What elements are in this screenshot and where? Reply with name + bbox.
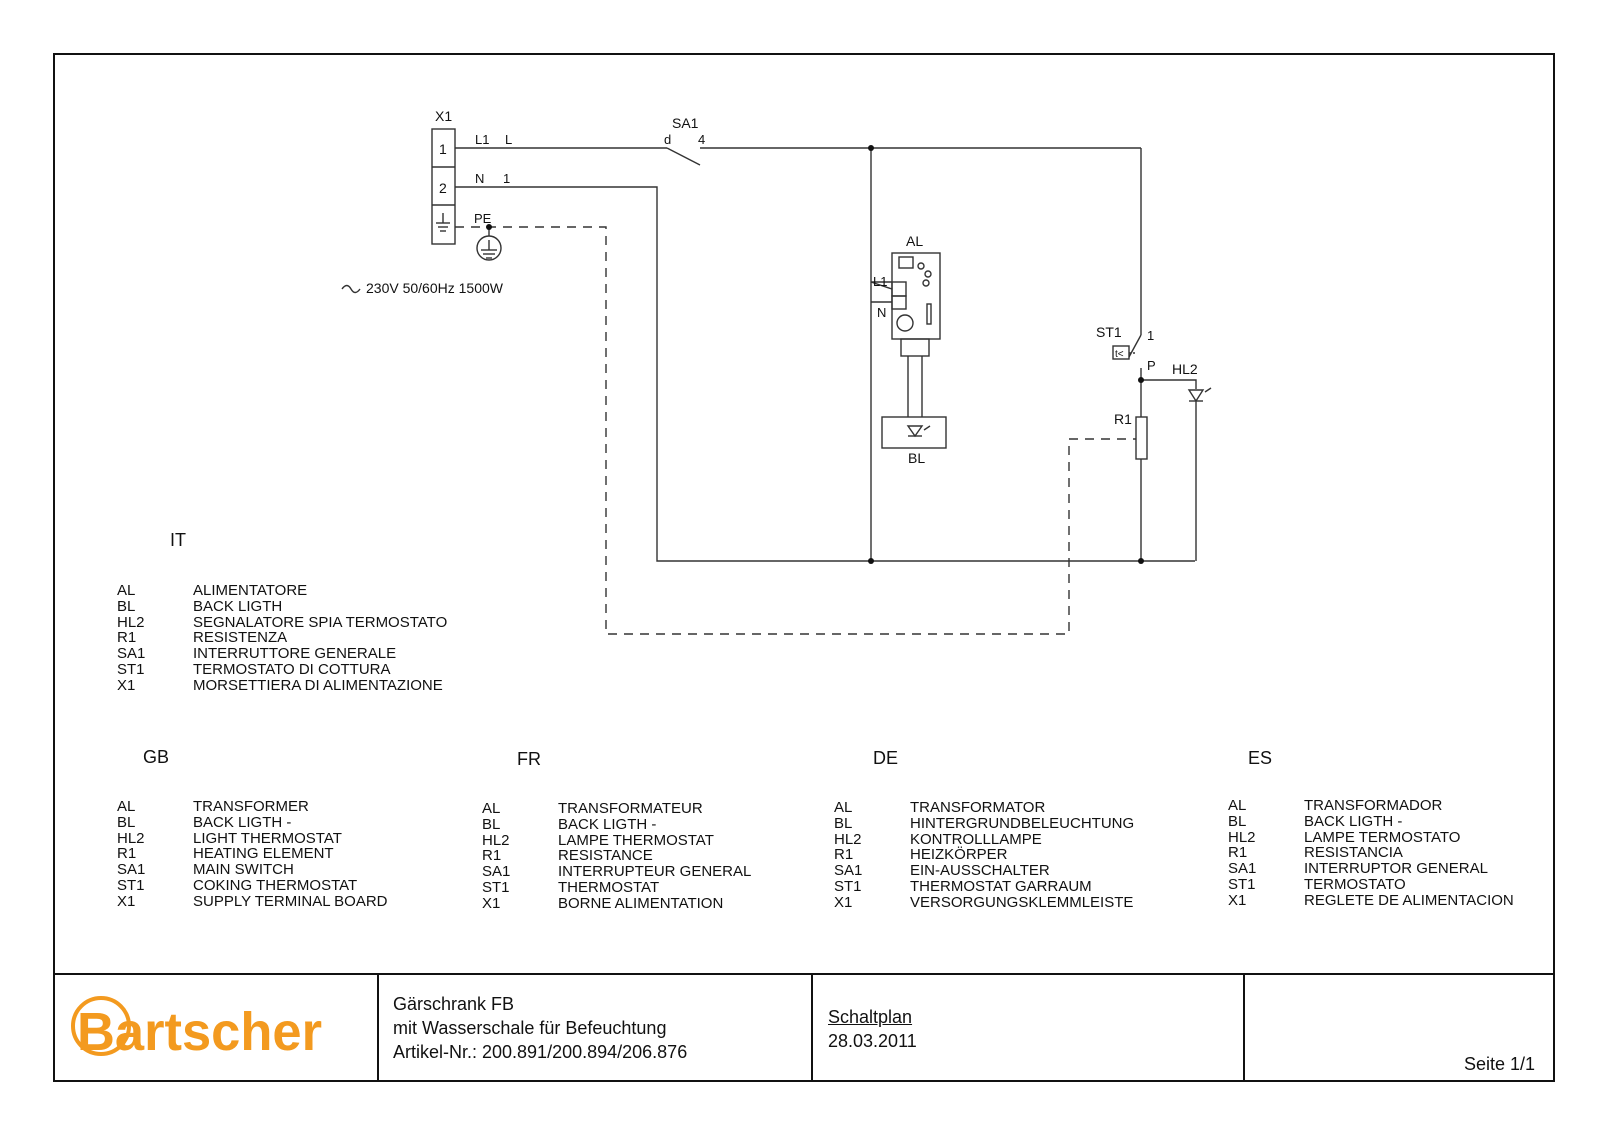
product-subtitle: mit Wasserschale für Befeuchtung [393,1018,667,1038]
switch-sa1-contact [667,148,700,165]
legend-row [1228,845,1514,861]
legend-desc: BACK LIGTH - [193,813,292,831]
legend-desc: TRANSFORMADOR [1304,797,1443,814]
legend-code: X1 [117,676,136,694]
legend-code: AL [117,582,136,599]
legend-row [482,896,751,912]
legend-row [117,678,447,694]
product-description [393,992,687,1064]
backlight-bl [882,417,946,448]
article-number: Artikel-Nr.: 200.891/200.894/206.876 [393,1042,688,1062]
wire-n-label: N [475,171,485,186]
junctions [486,145,1144,564]
legend-code: HL2 [117,613,145,631]
legend-de-heading: DE [873,748,899,768]
legend-row [117,662,447,678]
bl-label: BL [908,450,926,466]
legend-code: HL2 [482,831,510,849]
legend-code: X1 [117,892,136,910]
legend-code: SA1 [1228,860,1257,878]
svg-text:Bartscher: Bartscher [77,1002,322,1062]
circuit [342,129,1211,634]
legend-desc: MAIN SWITCH [193,861,294,879]
legend-desc: INTERRUTTORE GENERALE [193,645,397,663]
wire-one-label: 1 [503,171,511,186]
legend-desc: INTERRUPTEUR GENERAL [558,863,752,881]
legend-code: R1 [834,846,854,864]
supply-rating: 230V 50/60Hz 1500W [366,280,503,296]
st1-contact-1: 1 [1147,328,1155,343]
legend-row [117,815,388,831]
legend-row [117,615,447,631]
legend-code: SA1 [834,862,863,880]
legend-code: SA1 [117,645,146,663]
thermostat-st1-contact [1129,335,1141,357]
legend-row [1228,814,1514,830]
wire-pe [455,227,1140,634]
legend-code: AL [482,800,501,817]
terminal-1-label: 1 [439,141,447,157]
legend-code: X1 [1228,891,1247,909]
legend-es [1228,798,1514,909]
legend-desc: BACK LIGTH - [558,815,657,833]
legend-row [482,864,751,880]
legend-code: R1 [482,847,502,865]
resistor-r1 [1136,417,1147,459]
legend-desc: KONTROLLLAMPE [910,830,1042,848]
legend-code: X1 [834,893,853,911]
legend-desc: TERMOSTATO DI COTTURA [193,660,391,678]
legend-row [117,646,447,662]
r1-label: R1 [1114,411,1132,427]
legend-desc: RESISTENZA [193,629,288,647]
legend-desc: TRANSFORMATOR [910,799,1046,816]
legend-row [482,833,751,849]
legend-desc: SEGNALATORE SPIA TERMOSTATO [193,613,448,631]
sa1-contact-d: d [664,132,672,147]
legend-code: HL2 [834,830,862,848]
legend-row [1228,798,1514,814]
legend-code: R1 [117,629,137,647]
x1-label: X1 [435,108,453,124]
legend-desc: ALIMENTATORE [193,582,308,599]
legend-desc: MORSETTIERA DI ALIMENTAZIONE [193,676,443,694]
st1-contact-p: P [1147,358,1156,373]
legend-code: ST1 [117,876,145,894]
document-date: 28.03.2011 [828,1031,917,1051]
sa1-contact-4: 4 [698,132,706,147]
legend-row [834,800,1134,816]
legend-row [1228,877,1514,893]
legend-code: ST1 [834,877,862,895]
pe-label: PE [474,211,492,226]
legend-row [117,878,388,894]
legend-code: X1 [482,894,501,912]
legend-desc: EIN-AUSSCHALTER [910,862,1050,880]
wire-n [455,187,1195,561]
al-label: AL [906,233,924,249]
legend-code: BL [834,814,853,832]
sheet-frame [54,54,1554,1081]
legend-row [1228,893,1514,909]
legend-it-heading: IT [170,530,186,550]
legend-desc: BACK LIGTH - [1304,812,1403,830]
legend-row [117,831,388,847]
st1-label: ST1 [1096,324,1122,340]
legend-desc: LIGHT THERMOSTAT [193,829,342,847]
legend-desc: HEATING ELEMENT [193,845,334,863]
lamp-hl2 [1189,390,1203,401]
legend-row [117,846,388,862]
legend-code: ST1 [1228,875,1256,893]
legend-code: AL [834,799,853,816]
legend-row [834,879,1134,895]
legend-fr-heading: FR [517,749,541,769]
legend-row [1228,830,1514,846]
legend-row [482,848,751,864]
legend-row [482,880,751,896]
legend-code: R1 [117,845,137,863]
legend-row [482,817,751,833]
legend-desc: TERMOSTATO [1304,875,1406,893]
legend-desc: RESISTANCE [558,847,653,865]
legend-code: BL [117,813,136,831]
legend-desc: SUPPLY TERMINAL BOARD [193,892,388,910]
legend-desc: HINTERGRUNDBELEUCHTUNG [910,814,1135,832]
legend-code: SA1 [482,863,511,881]
legend-desc: INTERRUPTOR GENERAL [1304,860,1488,878]
hl2-label: HL2 [1172,361,1198,377]
legend-code: BL [482,815,501,833]
al-pin-n: N [877,305,887,320]
document-info [828,1005,917,1053]
legend-de [834,800,1134,911]
legend-row [117,862,388,878]
legend-row [482,801,751,817]
legend-desc: TRANSFORMATEUR [558,800,703,817]
legend-desc: BORNE ALIMENTATION [558,894,724,912]
legend-row [834,816,1134,832]
legend-desc: VERSORGUNGSKLEMMLEISTE [910,893,1134,911]
product-name: Gärschrank FB [393,994,515,1014]
bartscher-logo [73,998,322,1062]
legend-gb [117,799,388,910]
legend-desc: THERMOSTAT GARRAUM [910,877,1092,895]
legend-it [117,583,447,694]
sa1-label: SA1 [672,115,699,131]
legend-es-heading: ES [1248,748,1273,768]
legend-code: BL [1228,812,1247,830]
legend-gb-heading: GB [143,747,170,767]
legend-desc: BACK LIGTH [193,597,283,615]
ac-symbol [342,286,360,293]
legend-fr [482,801,751,912]
legend-code: HL2 [117,829,145,847]
legend-row [834,847,1134,863]
legend-code: R1 [1228,844,1248,862]
legend-row [1228,861,1514,877]
terminal-2-label: 2 [439,180,447,196]
legend-code: ST1 [117,660,145,678]
document-type: Schaltplan [828,1007,913,1027]
legend-desc: COKING THERMOSTAT [193,876,358,894]
legend-code: HL2 [1228,828,1256,846]
page-number: Seite 1/1 [1464,1054,1536,1074]
legend-desc: RESISTANCIA [1304,844,1403,862]
wire-l1-label: L1 [475,132,490,147]
legend-desc: HEIZKÖRPER [910,846,1008,864]
legend-row [834,863,1134,879]
legend-code: AL [117,798,136,815]
legend-row [117,799,388,815]
legend-code: BL [117,597,136,615]
legend-row [117,630,447,646]
st1-symbol: t< [1115,349,1124,360]
legend-desc: LAMPE THERMOSTAT [558,831,714,849]
legend-desc: REGLETE DE ALIMENTACION [1304,891,1514,909]
legend-row [834,895,1134,911]
legend-row [117,894,388,910]
legend-code: SA1 [117,861,146,879]
legend-desc: TRANSFORMER [193,798,309,815]
legend-code: ST1 [482,878,510,896]
legend-row [117,583,447,599]
wire-l-label: L [505,132,513,147]
legend-row [117,599,447,615]
legend-desc: LAMPE TERMOSTATO [1304,828,1461,846]
al-pin-l1: L1 [873,274,888,289]
legend-code: AL [1228,797,1247,814]
legend-desc: THERMOSTAT [558,878,660,896]
